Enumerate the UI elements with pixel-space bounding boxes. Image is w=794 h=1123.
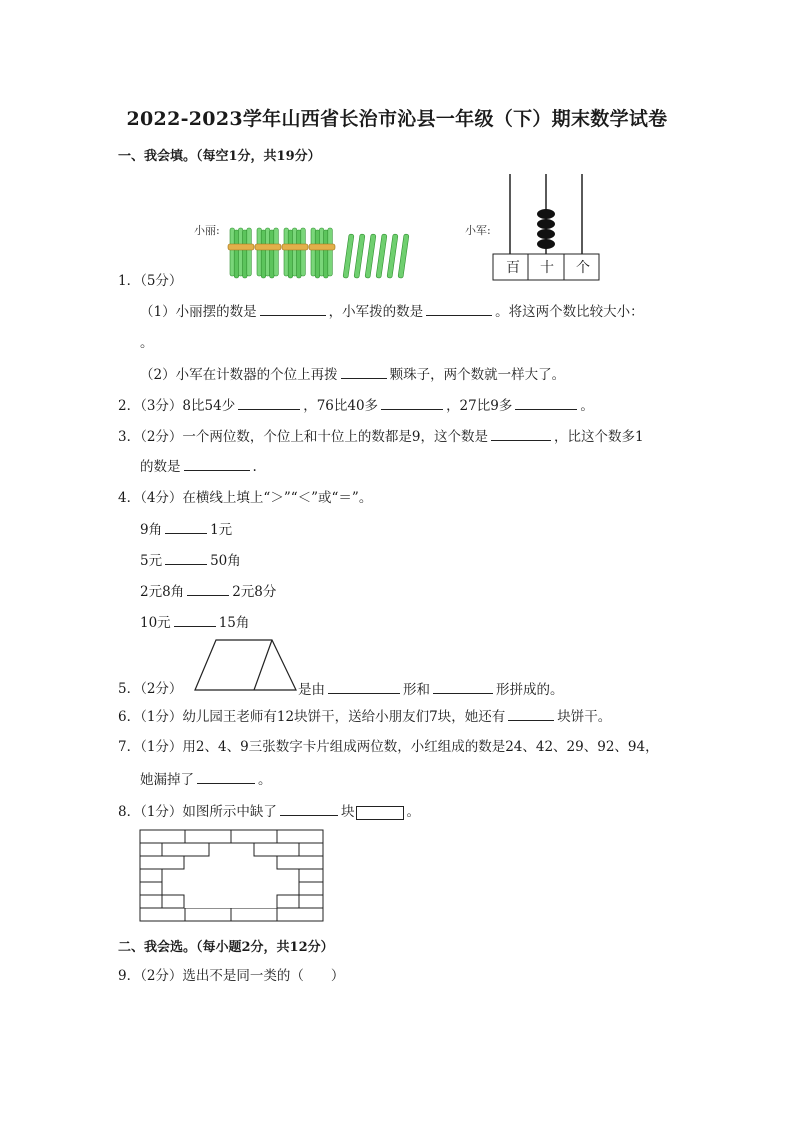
section-2-heading: 二、我会选。（每小题2分，共12分） — [118, 940, 334, 955]
q8: 8．（1分）如图所示中缺了 块 。 — [118, 804, 420, 820]
loose-sticks — [343, 234, 409, 278]
q4-row-4: 10元 15角 — [140, 615, 250, 631]
q5-text: 是由 形和 形拼成的。 — [298, 682, 564, 698]
abacus-bead — [537, 229, 555, 239]
loose-stick — [365, 234, 376, 278]
q5-number: 5．（2分） — [118, 681, 183, 697]
q1-number: 1．（5分） — [118, 273, 183, 289]
trapezoid-outline — [195, 640, 296, 690]
q2-blank-a[interactable] — [238, 396, 300, 410]
q6: 6．（1分）幼儿园王老师有12块饼干，送给小朋友们7块，她还有 块饼干。 — [118, 709, 612, 725]
abacus-bead — [537, 209, 555, 219]
stick-bundle — [309, 228, 335, 278]
loose-stick — [354, 234, 365, 278]
q8-blank[interactable] — [280, 802, 338, 816]
q4-blank-4[interactable] — [174, 613, 216, 627]
q2-blank-b[interactable] — [381, 396, 443, 410]
loose-stick — [398, 234, 409, 278]
q5-blank-b[interactable] — [433, 680, 493, 694]
q4-blank-1[interactable] — [165, 520, 207, 534]
q3-line1: 3．（2分）一个两位数，个位上和十位上的数都是9，这个数是 ，比这个数多1 — [118, 429, 644, 445]
section-1-heading: 一、我会填。（每空1分，共19分） — [118, 149, 321, 164]
xiaoli-label: 小丽: — [194, 224, 220, 237]
stick-bundle — [282, 228, 308, 278]
q2: 2．（3分）8比54少 ，76比40多 ，27比9多 。 — [118, 398, 594, 414]
q4-row-2: 5元 50角 — [140, 553, 241, 569]
q3-line2: 的数是 . — [140, 459, 257, 475]
q2-blank-c[interactable] — [515, 396, 577, 410]
q4-prompt: 4．（4分）在横线上填上“＞”“＜”或“＝”。 — [118, 490, 373, 506]
page-title: 2022-2023学年山西省长治市沁县一年级（下）期末数学试卷 — [126, 108, 668, 130]
q1-blank-c[interactable] — [341, 365, 387, 379]
loose-stick — [343, 234, 354, 278]
divider-line — [254, 640, 272, 690]
abacus-bead — [537, 239, 555, 249]
q1-part1-end: 。 — [140, 335, 154, 351]
stick-bundle — [255, 228, 281, 278]
q1-blank-a[interactable] — [260, 302, 326, 316]
q1-part1: （1）小丽摆的数是 ，小军拨的数是 。将这两个数比较大小： — [140, 304, 644, 320]
brick-wall-figure — [139, 829, 325, 923]
bundle-tie — [228, 244, 254, 250]
sticks-figure — [228, 222, 428, 282]
trapezoid-figure — [194, 638, 298, 692]
xiaojun-label: 小军: — [465, 224, 491, 237]
abacus-label-tens: 十 — [540, 260, 554, 276]
q4-row-1: 9角 1元 — [140, 522, 233, 538]
loose-stick — [376, 234, 387, 278]
bundle-tie — [309, 244, 335, 250]
loose-stick — [387, 234, 398, 278]
abacus-label-hundreds: 百 — [506, 260, 520, 276]
q1-blank-b[interactable] — [426, 302, 492, 316]
abacus-bead — [537, 219, 555, 229]
q7-line2: 她漏掉了 。 — [140, 772, 272, 788]
q4-blank-3[interactable] — [187, 582, 229, 596]
q1-part2: （2）小军在计数器的个位上再拨 颗珠子，两个数就一样大了。 — [140, 367, 566, 383]
q7-blank[interactable] — [197, 770, 255, 784]
q9: 9．（2分）选出不是同一类的（ ） — [118, 968, 345, 984]
q6-blank[interactable] — [508, 707, 554, 721]
q4-blank-2[interactable] — [165, 551, 207, 565]
q7-line1: 7．（1分）用2、4、9三张数字卡片组成两位数，小红组成的数是24、42、29、92、94， — [118, 739, 659, 755]
q3-blank-b[interactable] — [184, 457, 250, 471]
stick-bundles — [228, 228, 335, 278]
abacus-label-ones: 个 — [576, 260, 590, 276]
bundle-tie — [282, 244, 308, 250]
q4-row-3: 2元8角 2元8分 — [140, 584, 277, 600]
brick-icon — [356, 806, 404, 820]
stick-bundle — [228, 228, 254, 278]
q3-blank-a[interactable] — [491, 427, 551, 441]
abacus-beads — [537, 209, 555, 249]
q5-blank-a[interactable] — [328, 680, 400, 694]
bundle-tie — [255, 244, 281, 250]
